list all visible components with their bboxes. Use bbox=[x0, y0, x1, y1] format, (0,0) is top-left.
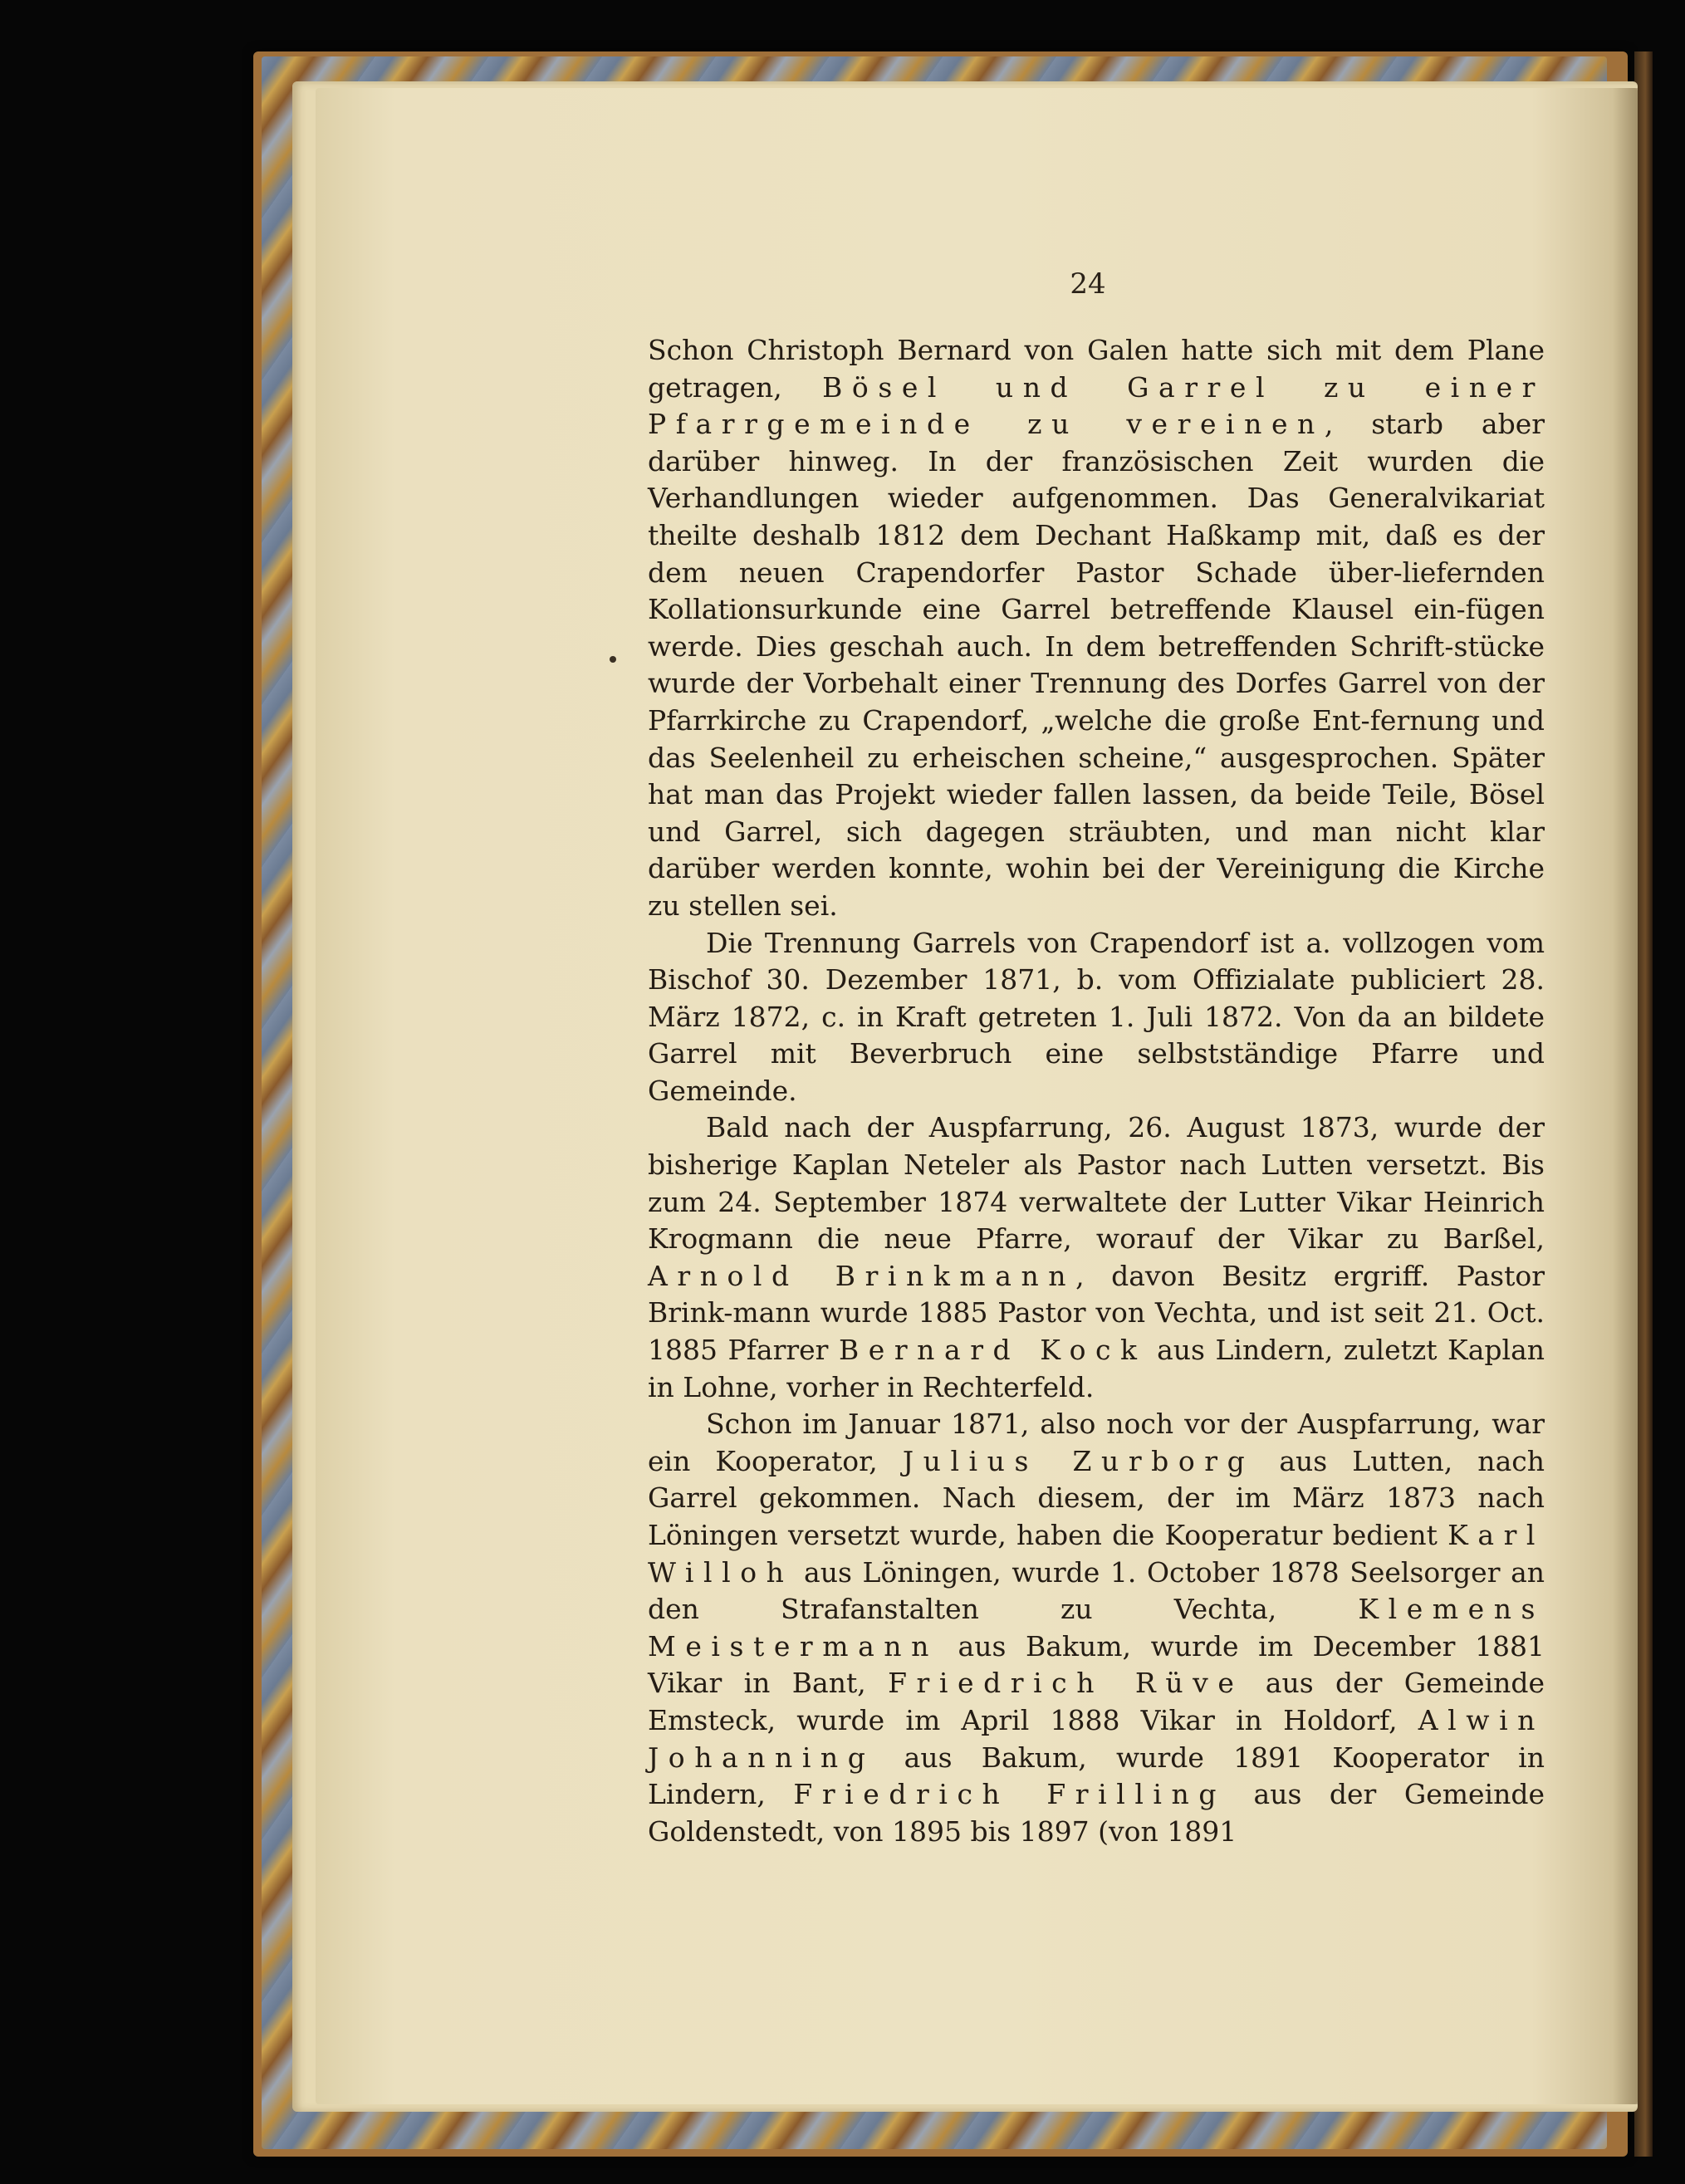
text-run: aus der Gemeinde Goldenstedt, von 1895 bis 1897 (von 1891 bbox=[648, 1778, 1545, 1848]
emphasized-name: Bernard Kock bbox=[838, 1334, 1147, 1367]
emphasized-name: Karl Willoh bbox=[648, 1519, 1545, 1589]
text-run: aus Lutten, nach Garrel gekommen. Nach diesem, der im März 1873 nach Löningen versetzt wurde, haben die Kooperatur bedient bbox=[648, 1444, 1545, 1551]
text-run: aus Bakum, wurde 1891 Kooperator in Lindern, bbox=[648, 1741, 1545, 1811]
text-run: Schon im Januar 1871, also noch vor der Auspfarrung, war ein Kooperator, bbox=[648, 1408, 1545, 1477]
text-run: aus Löningen, wurde 1. October 1878 Seelsorger an den Strafanstalten zu Vechta, bbox=[648, 1555, 1545, 1626]
emphasized-name: Friedrich Rüve bbox=[888, 1667, 1244, 1700]
text-run: Die Trennung Garrels von Crapendorf ist a. vollzogen vom Bischof 30. Dezember 1871, b. vom Offizialate publiciert 28. März 1872, c. in Kraft getreten 1. Juli 1872. Von da an bildete Garrel mit Beverbruch eine selbstständige Pfarre und Gemeinde. bbox=[648, 926, 1545, 1107]
emphasized-name: Arnold Brinkmann bbox=[648, 1259, 1076, 1292]
emphasized-name: Alwin Johanning bbox=[648, 1703, 1545, 1774]
emphasized-name: Julius Zurborg bbox=[902, 1444, 1255, 1477]
margin-mark bbox=[610, 656, 616, 663]
text-run: aus Lindern, zuletzt Kaplan in Lohne, vorher in Rechterfeld. bbox=[648, 1334, 1545, 1403]
text-run: aus Bakum, wurde im December 1881 Vikar in Bant, bbox=[648, 1629, 1545, 1700]
emphasized-name: Bösel und Garrel zu einer Pfarrgemeinde zu vereinen bbox=[648, 370, 1545, 441]
text-run: , starb aber darüber hinweg. In der französischen Zeit wurden die Verhandlungen wieder aufgenommen. Das Generalvikariat theilte deshalb 1812 dem Dechant Haßkamp mit, daß es der dem neuen Crapendorfer Pastor Schade über-liefernden Kollationsurkunde eine Garrel betreffende Klausel ein-fügen werde. Dies geschah auch. In dem betreffenden Schrift-stücke wurde der Vorbehalt einer Trennung des Dorfes Garrel von der Pfarrkirche zu Crapendorf, „welche die große Ent-fernung und das Seelenheil zu erheischen scheine,“ ausgesprochen. Später hat man das Projekt wieder fallen lassen, da beide Teile, Bösel und Garrel, sich dagegen sträubten, und man nicht klar darüber werden konnte, wohin bei der Vereinigung die Kirche zu stellen sei. bbox=[648, 408, 1545, 922]
paragraph bbox=[648, 1109, 1545, 1406]
text-run: , davon Besitz ergriff. Pastor Brink-mann wurde 1885 Pastor von Vechta, und ist seit 21. Oct. 1885 Pfarrer bbox=[648, 1259, 1545, 1367]
emphasized-name: Klemens Meistermann bbox=[648, 1593, 1545, 1662]
paragraph bbox=[648, 332, 1545, 925]
paragraph bbox=[648, 1406, 1545, 1850]
page-text-body bbox=[648, 332, 1545, 1850]
text-run: Schon Christoph Bernard von Galen hatte sich mit dem Plane getragen, bbox=[648, 334, 1545, 404]
emphasized-name: Friedrich Frilling bbox=[793, 1778, 1227, 1811]
paragraph bbox=[648, 925, 1545, 1110]
page-number: 24 bbox=[1070, 267, 1106, 301]
text-run: aus der Gemeinde Emsteck, wurde im April 1888 Vikar in Holdorf, bbox=[648, 1667, 1545, 1736]
text-run: Bald nach der Auspfarrung, 26. August 1873, wurde der bisherige Kaplan Neteler als Pastor nach Lutten versetzt. Bis zum 24. September 1874 verwaltete der Lutter Vikar Heinrich Krogmann die neue Pfarre, worauf der Vikar zu Barßel, bbox=[648, 1111, 1545, 1256]
page-gutter-shadow bbox=[1613, 88, 1638, 2104]
